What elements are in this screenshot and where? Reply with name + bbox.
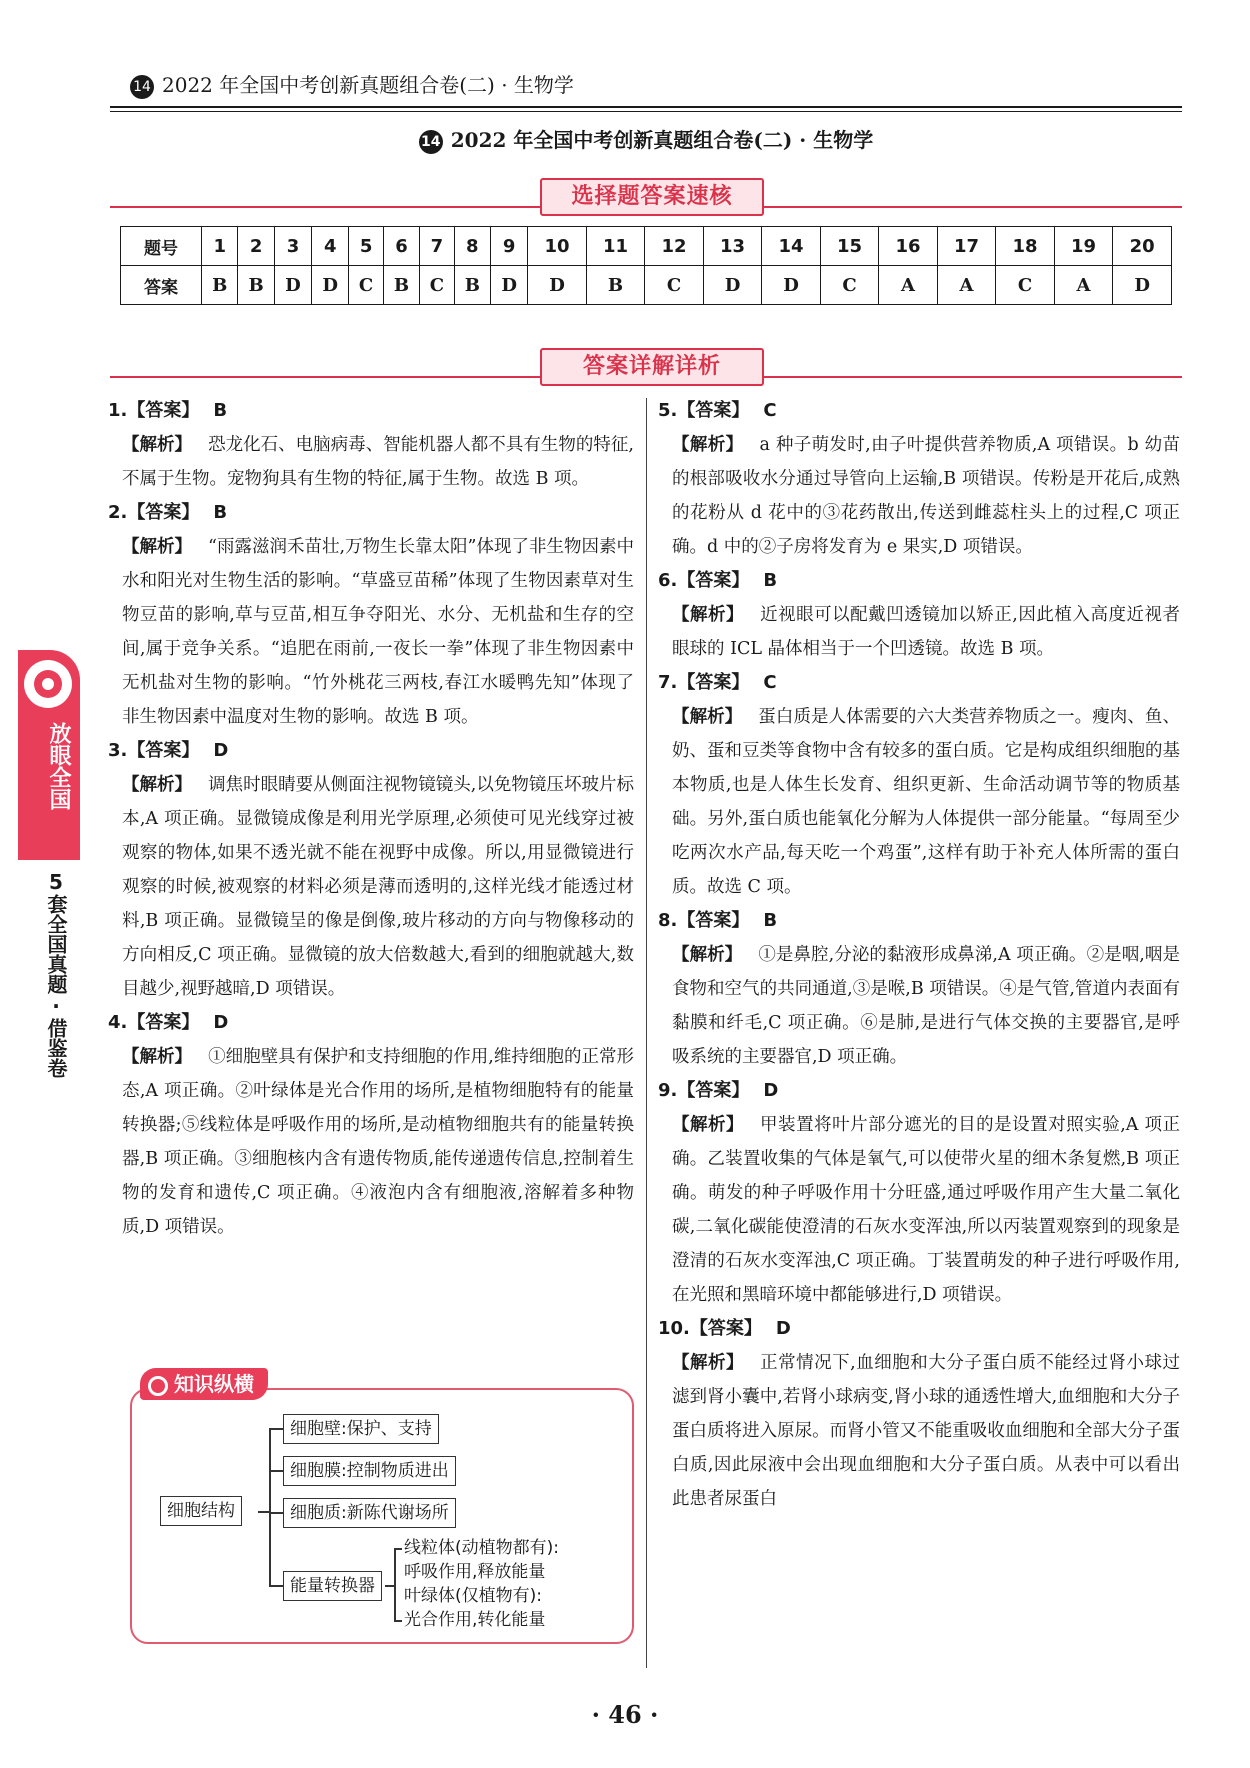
diagram-cell-wall: 细胞壁:保护、支持: [283, 1414, 439, 1444]
analysis-paragraph: [108, 768, 634, 1006]
answer-cell: D: [703, 266, 762, 305]
question-block: [658, 564, 1180, 666]
question-number-cell: 19: [1054, 227, 1113, 266]
target-icon: [148, 1376, 168, 1396]
analysis-label: 【解析】: [672, 435, 744, 455]
analysis-paragraph: [108, 1040, 634, 1244]
question-number-cell: 13: [703, 227, 762, 266]
question-number: 5.: [658, 400, 678, 421]
question-block: [108, 496, 634, 734]
question-number-cell: 12: [645, 227, 704, 266]
page-number: · 46 ·: [591, 1700, 659, 1729]
question-header: [658, 1312, 1180, 1346]
question-block: [108, 734, 634, 1006]
analysis-paragraph: [108, 530, 634, 734]
answer-cell: D: [528, 266, 587, 305]
question-header: [108, 734, 634, 768]
answer-label: 【答案】: [677, 910, 750, 931]
diagram-cytoplasm: 细胞质:新陈代谢场所: [283, 1498, 456, 1528]
answer-cell: D: [312, 266, 349, 305]
side-tab-title: 放眼全国: [46, 722, 71, 810]
diagram-connector: [269, 1585, 283, 1587]
analysis-text: 蛋白质是人体需要的六大类营养物质之一。瘦肉、鱼、奶、蛋和豆类等食物中含有较多的蛋白质。它是构成组织细胞的基本物质,也是人体生长发育、组织更新、生命活动调节等的物质基础。另外,蛋白质也能氧化分解为人体提供一部分能量。“每周至少吃两次水产品,每天吃一个鸡蛋”,这样有助于补充人体所需的蛋白质。故选 C 项。: [672, 707, 1180, 897]
analysis-paragraph: [658, 598, 1180, 666]
diagram-root: 细胞结构: [160, 1496, 242, 1526]
row-label-answer: 答案: [121, 266, 202, 305]
question-number-cell: 17: [937, 227, 996, 266]
diagram-vertical-line: [269, 1428, 271, 1586]
analysis-label: 【解析】: [672, 605, 745, 625]
answer-value: B: [763, 570, 778, 591]
question-number-cell: 7: [420, 227, 454, 266]
answer-cell: B: [202, 266, 238, 305]
question-header: [108, 394, 634, 428]
diagram-chloroplast: 叶绿体(仅植物有):: [404, 1586, 542, 1606]
answer-cell: D: [762, 266, 821, 305]
diagram-connector: [269, 1470, 283, 1472]
analysis-text: ①细胞壁具有保护和支持细胞的作用,维持细胞的正常形态,A 项正确。②叶绿体是光合作用的场所,是植物细胞特有的能量转换器;⑤线粒体是呼吸作用的场所,是动植物细胞共有的能量转换器,B 项正确。③细胞核内含有遗传物质,能传递遗传信息,控制着生物的发育和遗传,C 项正确。④液泡内含有细胞液,溶解着多种物质,D 项错误。: [122, 1047, 634, 1237]
analysis-text: 正常情况下,血细胞和大分子蛋白质不能经过肾小球过滤到肾小囊中,若肾小球病变,肾小球的通透性增大,血细胞和大分子蛋白质将进入原尿。而肾小管又不能重吸收血细胞和全部大分子蛋白质,因此尿液中会出现血细胞和大分子蛋白质。从表中可以看出此患者尿蛋白: [672, 1353, 1181, 1509]
question-number-cell: 8: [454, 227, 490, 266]
answer-label: 【答案】: [127, 400, 200, 421]
question-number: 1.: [108, 400, 128, 421]
running-title: 2022 年全国中考创新真题组合卷(二) · 生物学: [162, 73, 574, 97]
analysis-label: 【解析】: [122, 435, 193, 455]
analysis-label: 【解析】: [122, 775, 193, 795]
question-number-cell: 10: [528, 227, 587, 266]
analysis-text: a 种子萌发时,由子叶提供营养物质,A 项错误。b 幼苗的根部吸收水分通过导管向上运输,B 项错误。传粉是开花后,成熟的花粉从 d 花中的③花药散出,传送到雌蕊柱头上的过程,C 项正确。d 中的②子房将发育为 e 果实,D 项错误。: [672, 435, 1180, 557]
analysis-label: 【解析】: [672, 945, 743, 965]
question-block: [108, 1006, 634, 1244]
answer-label: 【答案】: [677, 570, 750, 591]
question-number-cell: 5: [349, 227, 383, 266]
row-label-number: 题号: [121, 227, 202, 266]
side-tab-subtitle: 5套全国真题·借鉴卷: [44, 870, 68, 1078]
question-number-cell: 16: [879, 227, 938, 266]
analysis-text: ①是鼻腔,分泌的黏液形成鼻涕,A 项正确。②是咽,咽是食物和空气的共同通道,③是喉,B 项错误。④是气管,管道内表面有黏膜和纤毛,C 项正确。⑥是肺,是进行气体交换的主要器官,是呼吸系统的主要器官,D 项正确。: [672, 945, 1181, 1067]
question-number: 6.: [658, 570, 678, 591]
answer-table: [120, 226, 1172, 305]
answer-value: D: [775, 1318, 791, 1339]
header-rule: [110, 106, 1182, 108]
running-header: [130, 68, 1180, 102]
question-header: [108, 496, 634, 530]
target-icon-dot: [42, 678, 54, 690]
quick-check-banner: 选择题答案速核: [540, 178, 764, 216]
question-block: [658, 1074, 1180, 1312]
question-header: [658, 904, 1180, 938]
question-number-cell: 3: [274, 227, 311, 266]
diagram-connector: [269, 1512, 283, 1514]
question-block: [108, 394, 634, 496]
analysis-label: 【解析】: [122, 537, 193, 557]
analysis-label: 【解析】: [672, 1115, 745, 1135]
question-number-cell: 18: [996, 227, 1055, 266]
analysis-paragraph: [658, 938, 1180, 1074]
knowledge-title: [140, 1368, 268, 1400]
answer-cell: C: [349, 266, 383, 305]
question-header: [658, 564, 1180, 598]
question-number-cell: 15: [820, 227, 879, 266]
analysis-paragraph: [658, 428, 1180, 564]
answer-label: 【答案】: [677, 400, 750, 421]
analysis-paragraph: [108, 428, 634, 496]
answer-label: 【答案】: [127, 1012, 200, 1033]
question-number-row: [121, 227, 1172, 266]
page-badge: 14: [130, 75, 154, 99]
question-number: 4.: [108, 1012, 128, 1033]
diagram-connector: [394, 1620, 402, 1622]
left-column: [108, 394, 634, 1244]
question-number-cell: 4: [312, 227, 349, 266]
question-block: [658, 394, 1180, 564]
analysis-text: 甲装置将叶片部分遮光的目的是设置对照实验,A 项正确。乙装置收集的气体是氧气,可以使带火星的细木条复燃,B 项正确。萌发的种子呼吸作用十分旺盛,通过呼吸作用产生大量二氧化碳,二氧化碳能使澄清的石灰水变浑浊,所以丙装置观察到的现象是澄清的石灰水变浑浊,C 项正确。丁装置萌发的种子进行呼吸作用,在光照和黑暗环境中都能够进行,D 项错误。: [672, 1115, 1181, 1305]
question-number: 7.: [658, 672, 678, 693]
answer-value: B: [213, 502, 228, 523]
analysis-paragraph: [658, 700, 1180, 904]
question-number: 2.: [108, 502, 128, 523]
answer-value: D: [763, 1080, 779, 1101]
question-number-cell: 6: [383, 227, 419, 266]
analysis-text: “雨露滋润禾苗壮,万物生长靠太阳”体现了非生物因素中水和阳光对生物生活的影响。“草盛豆苗稀”体现了生物因素草对生物豆苗的影响,草与豆苗,相互争夺阳光、水分、无机盐和生存的空间,属于竞争关系。“追肥在雨前,一夜长一拳”体现了非生物因素中无机盐对生物的影响。“竹外桃花三两枝,春江水暖鸭先知”体现了非生物因素中温度对生物的影响。故选 B 项。: [122, 537, 634, 727]
question-number-cell: 20: [1113, 227, 1172, 266]
knowledge-title-text: 知识纵横: [174, 1372, 254, 1396]
analysis-text: 调焦时眼睛要从侧面注视物镜镜头,以免物镜压坏玻片标本,A 项正确。显微镜成像是利用光学原理,必须使可见光线穿过被观察的物体,如果不透光就不能在视野中成像。所以,用显微镜进行观察的时候,被观察的材料必须是薄而透明的,这样光线才能透过材料,B 项正确。显微镜呈的像是倒像,玻片移动的方向与物像移动的方向相反,C 项正确。显微镜的放大倍数越大,看到的细胞就越大,数目越少,视野越暗,D 项错误。: [122, 775, 634, 999]
question-header: [108, 1006, 634, 1040]
question-number-cell: 9: [491, 227, 528, 266]
answer-cell: D: [1113, 266, 1172, 305]
analysis-label: 【解析】: [672, 1353, 745, 1373]
question-header: [658, 394, 1180, 428]
analysis-label: 【解析】: [122, 1047, 193, 1067]
answer-label: 【答案】: [677, 672, 750, 693]
answer-cell: A: [937, 266, 996, 305]
answer-cell: B: [586, 266, 645, 305]
answer-value: D: [213, 1012, 229, 1033]
answer-label: 【答案】: [127, 502, 200, 523]
section-title: [110, 124, 1182, 154]
question-number: 9.: [658, 1080, 678, 1101]
answer-row: [121, 266, 1172, 305]
question-number: 3.: [108, 740, 128, 761]
answer-cell: B: [238, 266, 274, 305]
question-block: [658, 904, 1180, 1074]
answer-cell: D: [491, 266, 528, 305]
diagram-chloroplast-function: 光合作用,转化能量: [404, 1610, 546, 1630]
analysis-paragraph: [658, 1108, 1180, 1312]
answer-label: 【答案】: [689, 1318, 762, 1339]
question-number: 10.: [658, 1318, 690, 1339]
answer-value: C: [763, 672, 777, 693]
question-header: [658, 666, 1180, 700]
diagram-energy-converter: 能量转换器: [283, 1571, 382, 1601]
answer-value: D: [213, 740, 229, 761]
diagram-connector: [269, 1428, 283, 1430]
answer-cell: A: [879, 266, 938, 305]
question-number-cell: 11: [586, 227, 645, 266]
answer-cell: D: [274, 266, 311, 305]
diagram-mitochondria: 线粒体(动植物都有):: [404, 1538, 559, 1558]
answer-value: C: [763, 400, 777, 421]
diagram-connector: [394, 1548, 402, 1550]
detailed-banner: 答案详解详析: [540, 348, 764, 386]
diagram-cell-membrane: 细胞膜:控制物质进出: [283, 1456, 456, 1486]
answer-cell: B: [454, 266, 490, 305]
answer-cell: B: [383, 266, 419, 305]
right-column: [658, 394, 1180, 1516]
column-divider: [646, 398, 647, 1668]
diagram-mitochondria-function: 呼吸作用,释放能量: [404, 1562, 546, 1582]
question-number-cell: 14: [762, 227, 821, 266]
analysis-text: 恐龙化石、电脑病毒、智能机器人都不具有生物的特征,不属于生物。宠物狗具有生物的特征,属于生物。故选 B 项。: [122, 435, 634, 489]
answer-cell: A: [1054, 266, 1113, 305]
question-number-cell: 2: [238, 227, 274, 266]
answer-cell: C: [820, 266, 879, 305]
answer-label: 【答案】: [677, 1080, 750, 1101]
question-number: 8.: [658, 910, 678, 931]
question-block: [658, 1312, 1180, 1516]
section-title-text: 2022 年全国中考创新真题组合卷(二) · 生物学: [450, 128, 874, 152]
answer-value: B: [213, 400, 228, 421]
diagram-vertical-line: [394, 1548, 396, 1622]
question-header: [658, 1074, 1180, 1108]
header-rule-thin: [110, 111, 1182, 112]
answer-cell: C: [645, 266, 704, 305]
analysis-text: 近视眼可以配戴凹透镜加以矫正,因此植入高度近视者眼球的 ICL 晶体相当于一个凹透镜。故选 B 项。: [672, 605, 1181, 659]
analysis-paragraph: [658, 1346, 1180, 1516]
answer-label: 【答案】: [127, 740, 200, 761]
question-number-cell: 1: [202, 227, 238, 266]
question-block: [658, 666, 1180, 904]
answer-value: B: [763, 910, 778, 931]
analysis-label: 【解析】: [672, 707, 743, 727]
section-badge: 14: [419, 130, 443, 154]
answer-cell: C: [996, 266, 1055, 305]
answer-cell: C: [420, 266, 454, 305]
